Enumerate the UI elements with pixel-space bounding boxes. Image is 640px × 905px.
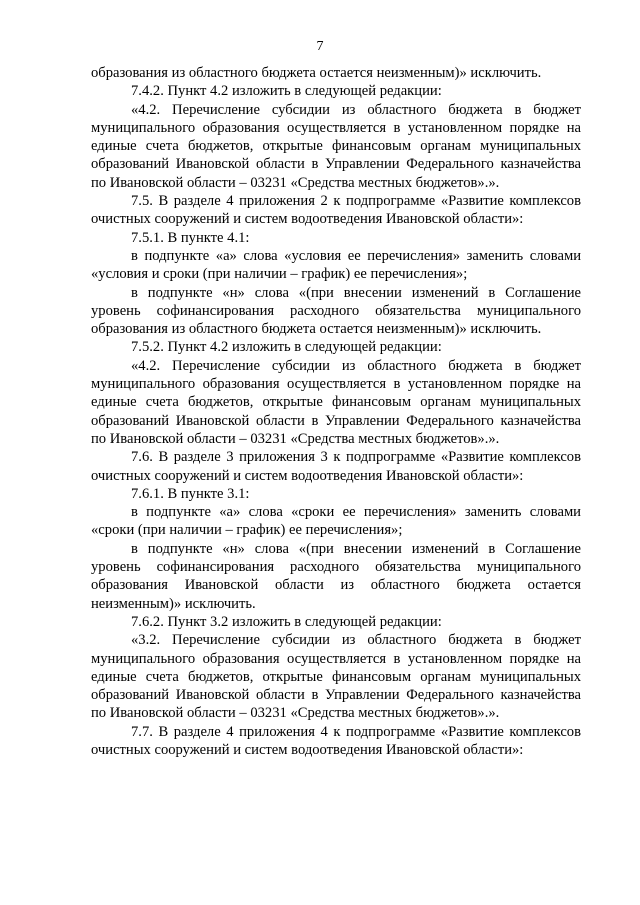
paragraph: в подпункте «а» слова «сроки ее перечисления» заменить словами «сроки (при наличии – график) ее перечисления»; xyxy=(91,504,581,539)
paragraph: в подпункте «н» слова «(при внесении изменений в Соглашение уровень софинансирования расходного обязательства муниципального образования Ивановской области из областного бюджета остается неизменным)» исключить. xyxy=(91,540,581,612)
page-number: 7 xyxy=(316,39,324,54)
paragraph: 7.6.1. В пункте 3.1: xyxy=(131,485,250,502)
paragraph: 7.4.2. Пункт 4.2 изложить в следующей редакции: xyxy=(131,83,442,100)
paragraph: 7.6.2. Пункт 3.2 изложить в следующей редакции: xyxy=(131,613,442,630)
paragraph: образования из областного бюджета остается неизменным)» исключить. xyxy=(91,65,542,81)
document-body xyxy=(91,64,581,759)
paragraph: «3.2. Перечисление субсидии из областного бюджета в бюджет муниципального образования осуществляется в установленном порядке на единые счета бюджетов, открытые финансовым органам муниципальных образований Ивановской области в Управлении Федерального казначейства по Ивановской области – 03231 «Средства местных бюджетов».». xyxy=(91,632,581,722)
paragraph: 7.7. В разделе 4 приложения 4 к подпрограмме «Развитие комплексов очистных сооружений и систем водоотведения Ивановской области»: xyxy=(91,723,581,758)
paragraph: в подпункте «н» слова «(при внесении изменений в Соглашение уровень софинансирования расходного обязательства муниципального образования из областного бюджета остается неизменным)» исключить. xyxy=(91,284,581,338)
paragraph: в подпункте «а» слова «условия ее перечисления» заменить словами «условия и сроки (при наличии – график) ее перечисления»; xyxy=(91,247,581,283)
paragraph: «4.2. Перечисление субсидии из областного бюджета в бюджет муниципального образования осуществляется в установленном порядке на единые счета бюджетов, открытые финансовым органам муниципальных образований Ивановской области в Управлении Федерального казначейства по Ивановской области – 03231 «Средства местных бюджетов».». xyxy=(91,357,581,447)
paragraph: 7.5.2. Пункт 4.2 изложить в следующей редакции: xyxy=(131,339,442,356)
paragraph: 7.6. В разделе 3 приложения 3 к подпрограмме «Развитие комплексов очистных сооружений и систем водоотведения Ивановской области»: xyxy=(91,449,581,484)
paragraph: «4.2. Перечисление субсидии из областного бюджета в бюджет муниципального образования осуществляется в установленном порядке на единые счета бюджетов, открытые финансовым органам муниципальных образований Ивановской области в Управлении Федерального казначейства по Ивановской области – 03231 «Средства местных бюджетов».». xyxy=(91,101,581,191)
paragraph: 7.5.1. В пункте 4.1: xyxy=(131,229,250,246)
paragraph: 7.5. В разделе 4 приложения 2 к подпрограмме «Развитие комплексов очистных сооружений и систем водоотведения Ивановской области»: xyxy=(91,193,581,228)
